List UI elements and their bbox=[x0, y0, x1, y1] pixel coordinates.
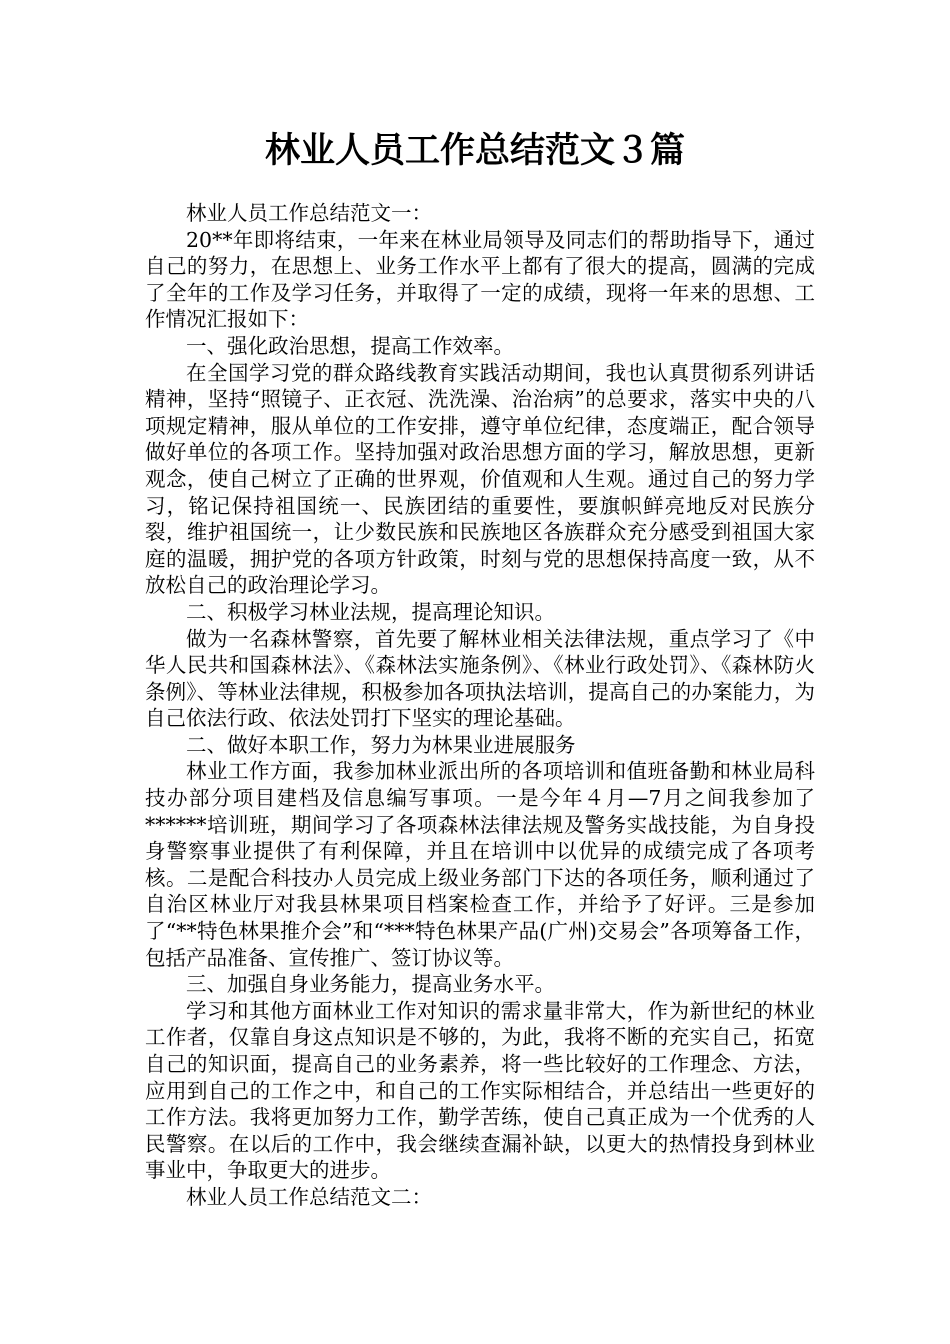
paragraph-2: 20**年即将结束，一年来在林业局领导及同志们的帮助指导下，通过自己的努力，在思想上、业务工作水平上都有了很大的提高，圆满的完成了全年的工作及学习任务，并取得了一定的成绩，现将一年来的思想、工作情况汇报如下： bbox=[145, 227, 815, 332]
section-heading-3: 二、做好本职工作，努力为林果业进展服务 bbox=[186, 732, 576, 757]
paragraph-4: 做为一名森林警察，首先要了解林业相关法律法规，重点学习了《中华人民共和国森林法》、《森林法实施条例》、《林业行政处罚》、《森林防火条例》、等林业法律规，积极参加各项执法培训，提高自己的办案能力，为自己依法行政、依法处罚打下坚实的理论基础。 bbox=[145, 626, 815, 731]
paragraph-7: 林业人员工作总结范文二： bbox=[186, 1184, 432, 1209]
document-title: 林业人员工作总结范文３篇 bbox=[264, 131, 685, 171]
paragraph-6: 学习和其他方面林业工作对知识的需求量非常大，作为新世纪的林业工作者，仅靠自身这点知识是不够的，为此，我将不断的充实自己，拓宽自己的知识面，提高自己的业务素养，将一些比较好的工作理念、方法，应用到自己的工作之中，和自己的工作实际相结合，并总结出一些更好的工作方法。我将更加努力工作，勤学苦练，使自己真正成为一个优秀的人民警察。在以后的工作中，我会继续查漏补缺，以更大的热情投身到林业事业中，争取更大的进步。 bbox=[145, 998, 815, 1183]
paragraph-3: 在全国学习党的群众路线教育实践活动期间，我也认真贯彻系列讲话精神，坚持“照镜子、正衣冠、洗洗澡、治治病”的总要求，落实中央的八项规定精神，服从单位的工作安排，遵守单位纪律，态度端正，配合领导做好单位的各项工作。坚持加强对政治思想方面的学习，解放思想，更新观念，使自己树立了正确的世界观，价值观和人生观。通过自己的努力学习，铭记保持祖国统一、民族团结的重要性，要旗帜鲜亮地反对民族分裂，维护祖国统一，让少数民族和民族地区各族群众充分感受到祖国大家庭的温暖，拥护党的各项方针政策，时刻与党的思想保持高度一致，从不放松自己的政治理论学习。 bbox=[145, 360, 815, 598]
section-heading-1: 一、强化政治思想，提高工作效率。 bbox=[186, 333, 514, 358]
paragraph-1: 林业人员工作总结范文一： bbox=[186, 201, 432, 225]
section-heading-2: 二、积极学习林业法规，提高理论知识。 bbox=[186, 599, 555, 624]
document-body bbox=[145, 200, 815, 1211]
paragraph-5: 林业工作方面，我参加林业派出所的各项培训和值班备勤和林业局科技办部分项目建档及信息编写事项。一是今年４月—7月之间我参加了******培训班，期间学习了各项森林法律法规及警务实战技能，为自身投身警察事业提供了有利保障，并且在培训中以优异的成绩完成了各项考核。二是配合科技办人员完成上级业务部门下达的各项任务，顺利通过了自治区林业厅对我县林果项目档案检查工作，并给予了好评。三是参加了“**特色林果推介会”和“***特色林果产品(广州)交易会”各项筹备工作，包括产品准备、宣传推广、签订协议等。 bbox=[145, 759, 815, 970]
section-heading-4: 三、加强自身业务能力，提高业务水平。 bbox=[186, 972, 555, 997]
